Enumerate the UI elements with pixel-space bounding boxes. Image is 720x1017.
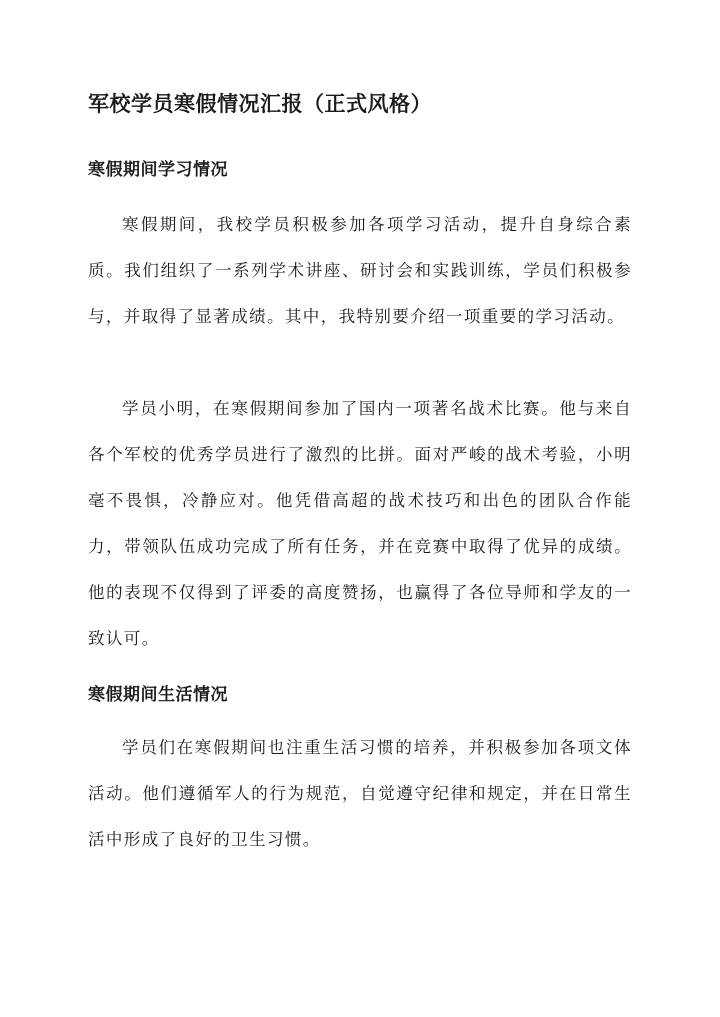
- paragraph-study-example: 学员小明，在寒假期间参加了国内一项著名战术比赛。他与来自各个军校的优秀学员进行了激烈的比拼。面对严峻的战术考验，小明毫不畏惧，冷静应对。他凭借高超的战术技巧和出色的团队合作能力，带领队伍成功完成了所有任务，并在竞赛中取得了优异的成绩。他的表现不仅得到了评委的高度赞扬，也赢得了各位导师和学友的一致认可。: [88, 399, 632, 648]
- section-heading-study: 寒假期间学习情况: [88, 160, 228, 180]
- document-title: 军校学员寒假情况汇报（正式风格）: [88, 91, 432, 116]
- paragraph-life: 学员们在寒假期间也注重生活习惯的培养，并积极参加各项文体活动。他们遵循军人的行为规范，自觉遵守纪律和规定，并在日常生活中形成了良好的卫生习惯。: [88, 738, 632, 849]
- section-heading-life: 寒假期间生活情况: [88, 685, 228, 705]
- paragraph-study-intro: 寒假期间，我校学员积极参加各项学习活动，提升自身综合素质。我们组织了一系列学术讲座、研讨会和实践训练，学员们积极参与，并取得了显著成绩。其中，我特别要介绍一项重要的学习活动。: [88, 215, 632, 326]
